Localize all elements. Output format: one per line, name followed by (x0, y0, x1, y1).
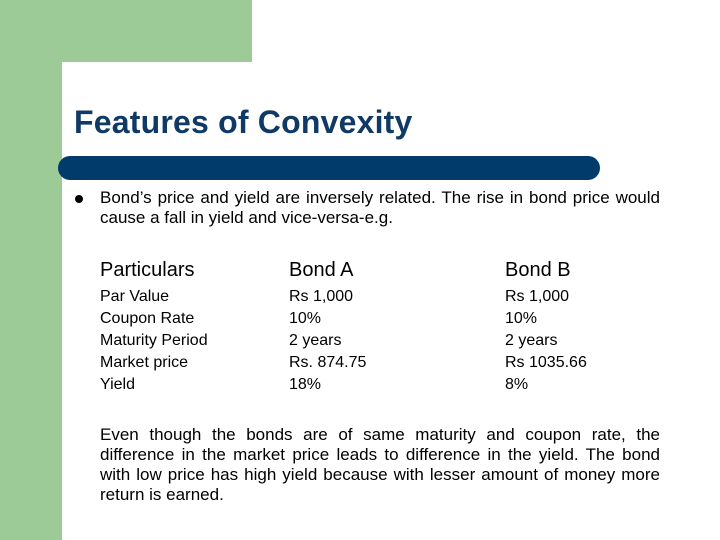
table-cell: 2 years (289, 332, 342, 349)
table-cell: 8% (505, 376, 529, 393)
bullet-icon (75, 195, 83, 203)
table-cell: 10% (289, 310, 322, 327)
table-cell: Rs 1035.66 (505, 354, 587, 371)
slide-title: Features of Convexity (74, 104, 413, 140)
table-header: Particulars (100, 259, 195, 281)
table-header: Bond B (505, 259, 571, 281)
table-header: Bond A (289, 259, 354, 281)
table-cell: Coupon Rate (100, 310, 195, 327)
conclusion-text: Even though the bonds are of same maturity and coupon rate, the difference in the market price leads to difference in the yield. The bond with low price has high yield because with lesser amount of money more return is earned. (100, 425, 660, 504)
table-column-bond-a (289, 258, 366, 396)
green-side-band (0, 0, 62, 540)
table-cell: Yield (100, 376, 135, 393)
table-cell: Maturity Period (100, 332, 208, 349)
table-cell: 2 years (505, 332, 558, 349)
table-cell: 18% (289, 376, 322, 393)
table-column-particulars (100, 258, 208, 396)
table-cell: Rs 1,000 (289, 288, 354, 305)
table-cell: Market price (100, 354, 189, 371)
bullet-text: Bond’s price and yield are inversely related. The rise in bond price would cause a fall in yield and vice-versa-e.g. (100, 188, 660, 227)
title-underline-bar (58, 156, 600, 180)
table-column-bond-b (505, 258, 587, 396)
table-cell: Par Value (100, 288, 170, 305)
table-cell: Rs 1,000 (505, 288, 570, 305)
table-cell: Rs. 874.75 (289, 354, 367, 371)
table-cell: 10% (505, 310, 538, 327)
